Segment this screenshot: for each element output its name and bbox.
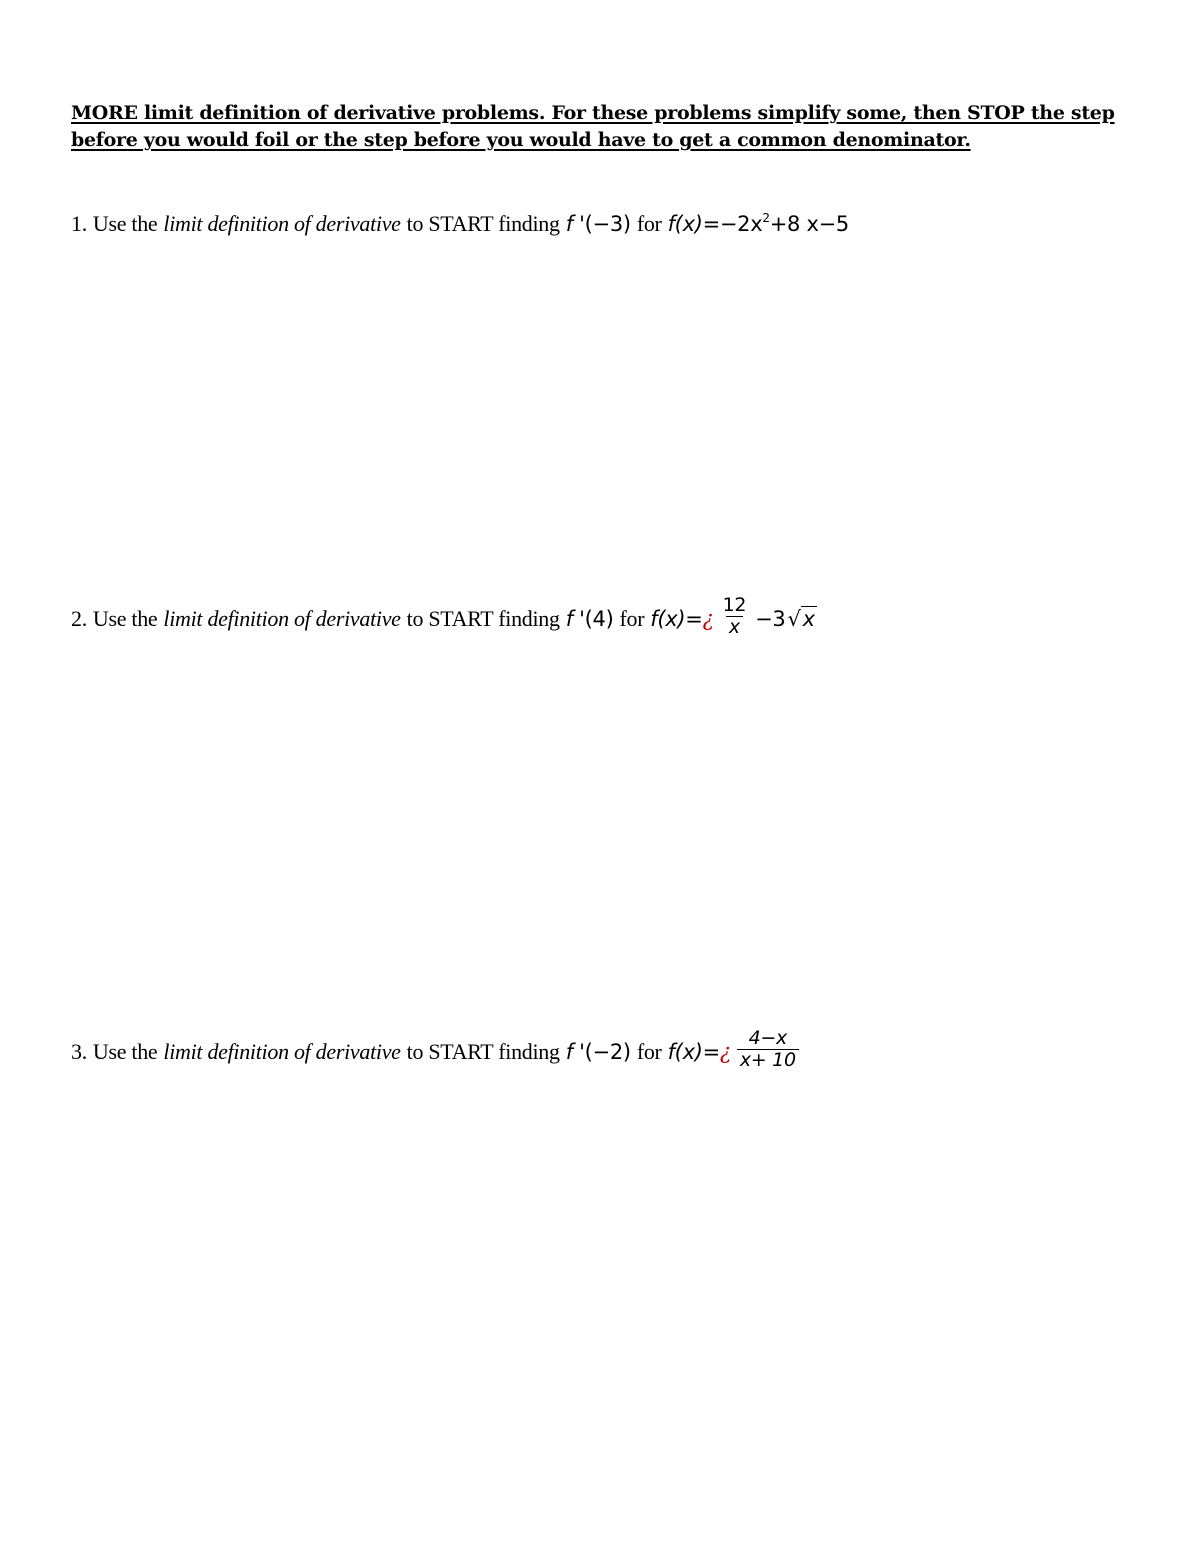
fraction-numerator: 12 (722, 593, 747, 616)
fraction-denominator: x+ 10 (737, 1049, 799, 1071)
function-label: f(x)= (667, 1040, 720, 1064)
fraction (720, 595, 750, 638)
for-text: for (636, 1039, 662, 1064)
problem-3 (71, 1016, 1121, 1086)
fraction (737, 1028, 799, 1071)
derivative-notation: f ' (565, 212, 585, 236)
problem-number: 3. (71, 1039, 87, 1064)
evaluation-point: (4) (584, 607, 614, 631)
header-line-1: MORE limit definition of derivative problems. For these problems simplify some, then STOP the step (71, 102, 1115, 124)
missing-glyph-artifact: ¿ (719, 1040, 731, 1064)
use-the-text: Use the (92, 606, 158, 631)
to-start-text: to START finding (406, 1039, 560, 1064)
derivative-notation: f ' (565, 607, 585, 631)
problem-2 (71, 583, 1121, 653)
evaluation-point: (−3) (584, 212, 631, 236)
problem-1 (71, 188, 1121, 258)
fraction-denominator: x (726, 616, 743, 638)
missing-glyph-artifact: ¿ (702, 607, 714, 631)
for-text: for (636, 211, 662, 236)
problem-number: 1. (71, 211, 87, 236)
coefficient: −3 (755, 607, 786, 631)
header-line-2: before you would foil or the step before you would have to get a common denominator. (71, 129, 971, 151)
derivative-notation: f ' (565, 1040, 585, 1064)
radicand: x (802, 607, 815, 631)
limit-definition-text: limit definition of derivative (163, 211, 401, 236)
instructions-header (71, 100, 1131, 154)
use-the-text: Use the (92, 211, 158, 236)
square-root: √x (787, 607, 815, 631)
fraction-numerator: 4−x (748, 1026, 787, 1049)
to-start-text: to START finding (406, 211, 560, 236)
evaluation-point: (−2) (584, 1040, 631, 1064)
function-expression: $-2x^2+8$ x−5 (719, 211, 849, 236)
limit-definition-text: limit definition of derivative (163, 606, 401, 631)
function-label: f(x)= (650, 607, 703, 631)
limit-definition-text: limit definition of derivative (163, 1039, 401, 1064)
for-text: for (619, 606, 645, 631)
use-the-text: Use the (92, 1039, 158, 1064)
to-start-text: to START finding (406, 606, 560, 631)
function-label: f(x)= (667, 212, 720, 236)
problem-number: 2. (71, 606, 87, 631)
